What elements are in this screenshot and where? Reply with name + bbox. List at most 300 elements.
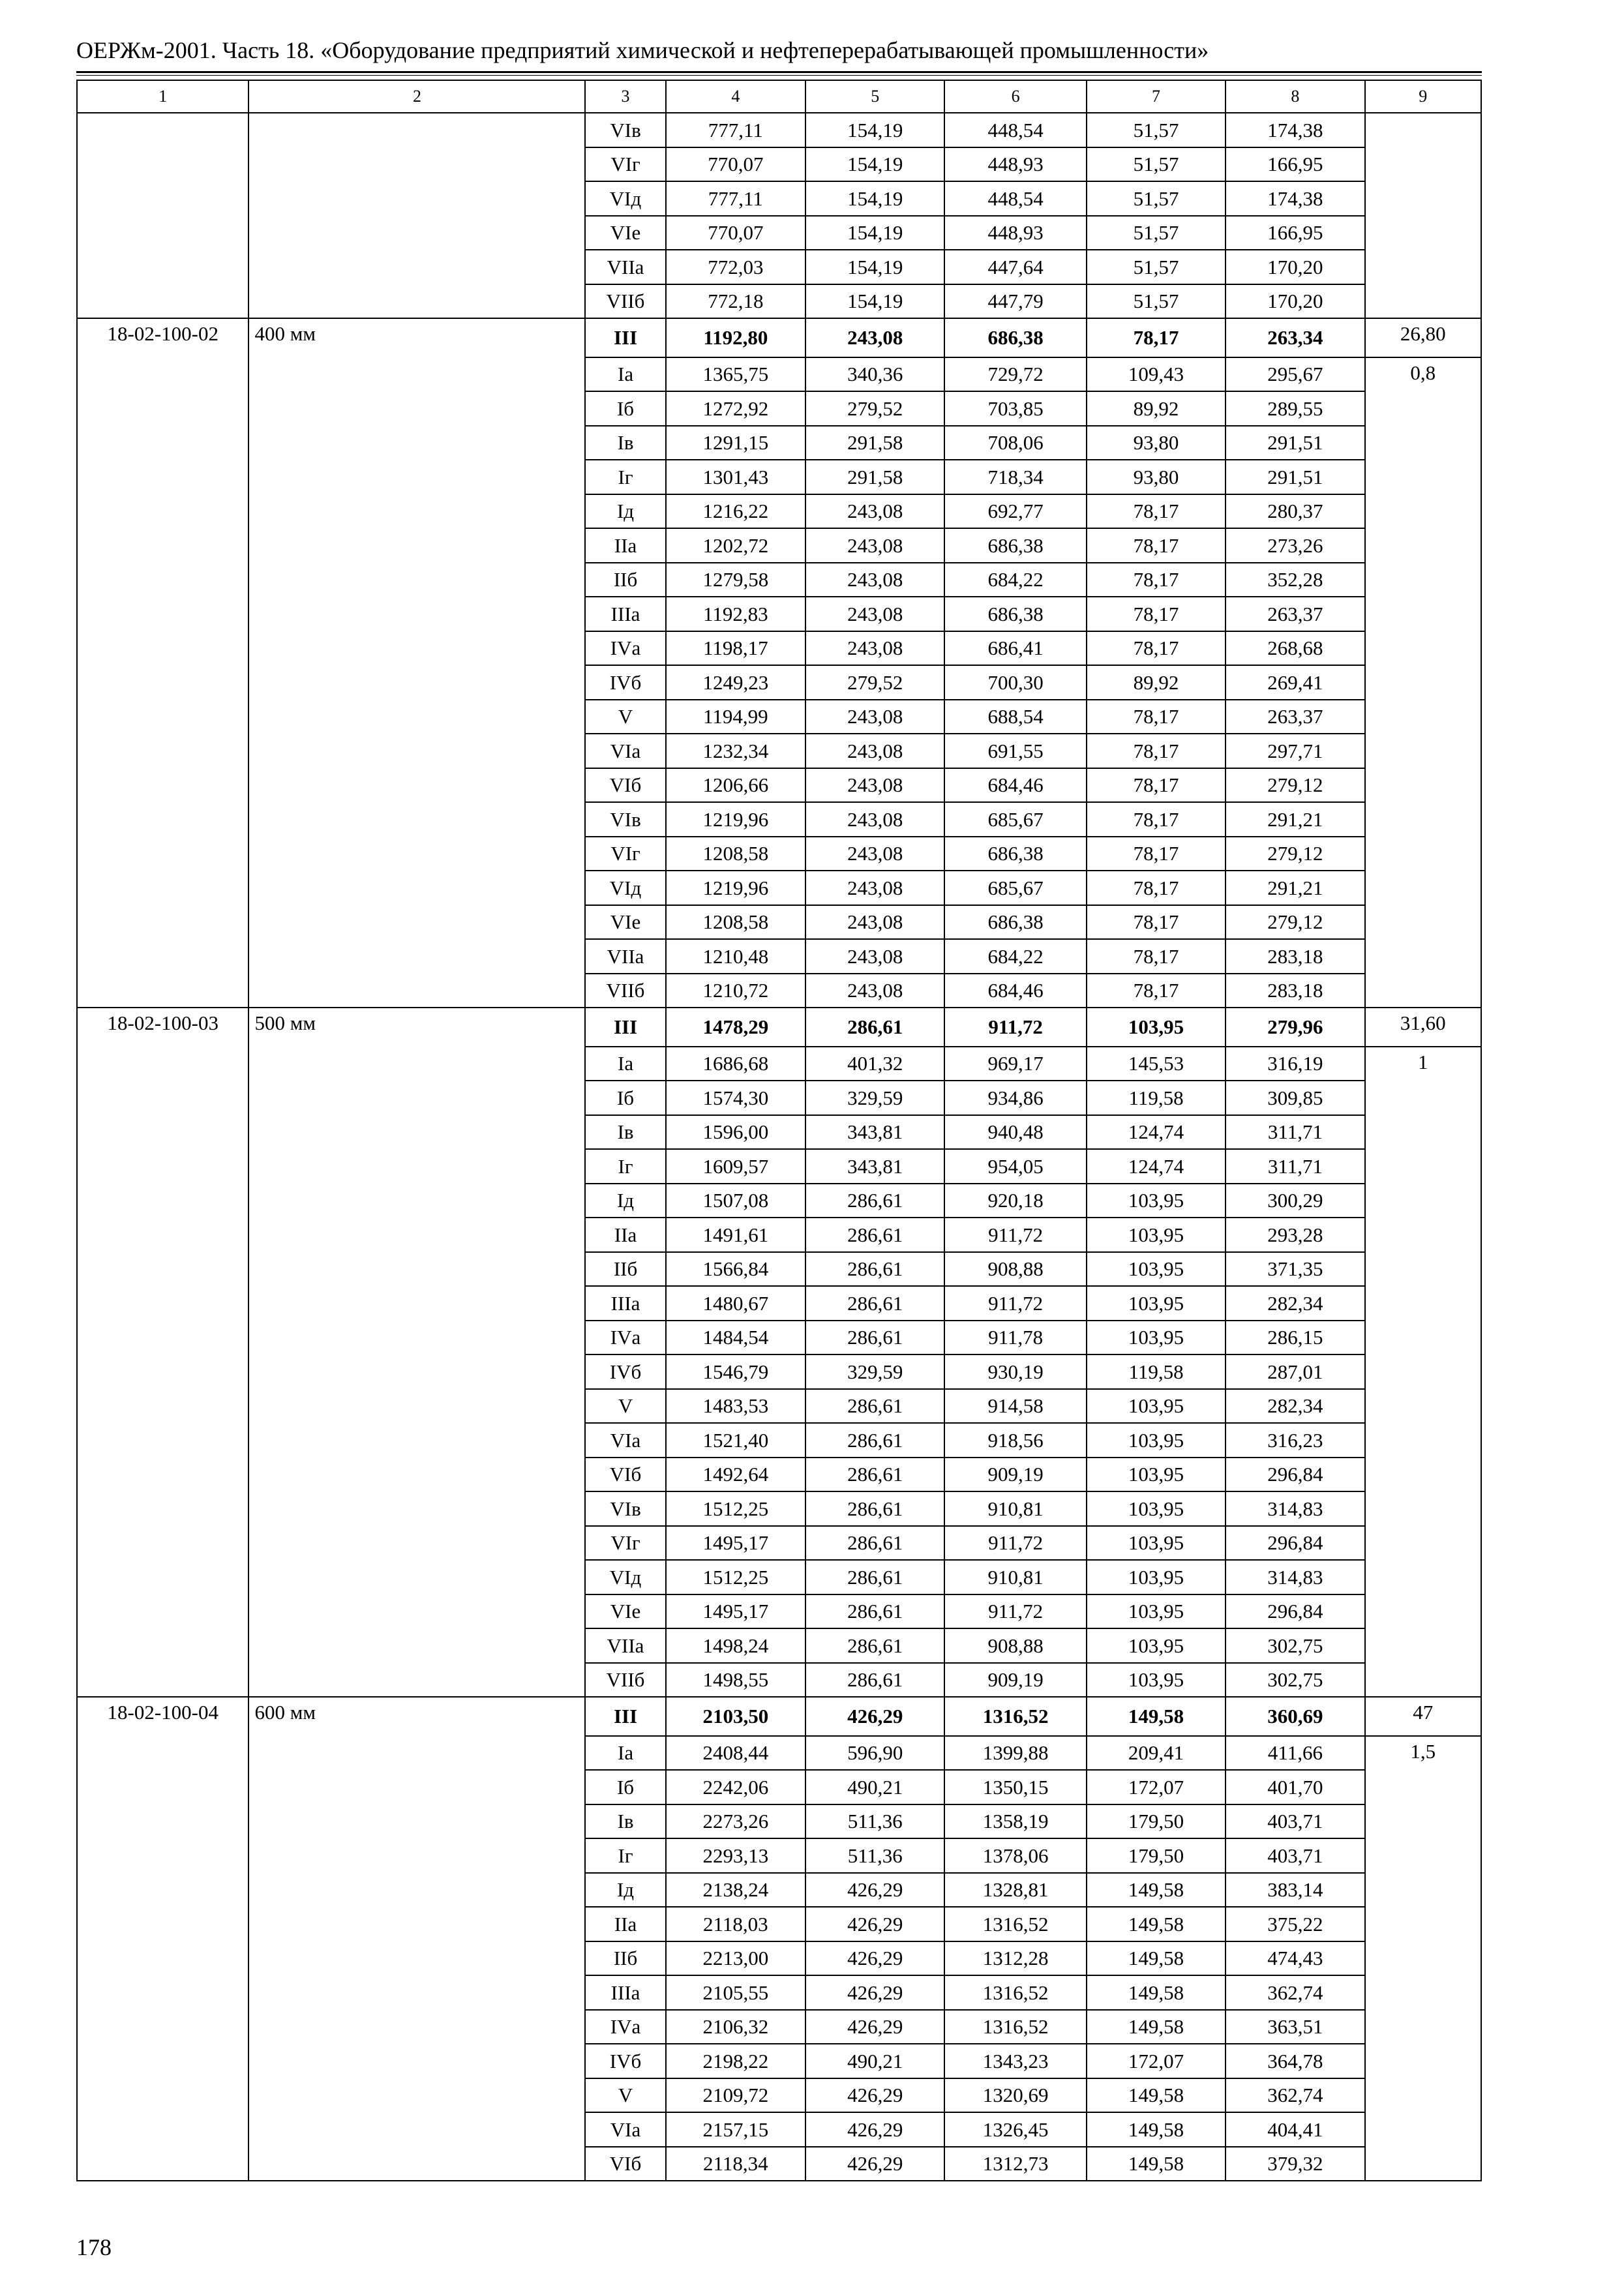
column-number: 7 xyxy=(1087,80,1226,113)
coefficient-index-cell: VIг xyxy=(585,837,665,871)
machine-cost-cell: 940,48 xyxy=(944,1115,1086,1150)
machine-cost-cell: 911,72 xyxy=(944,1008,1086,1047)
materials-cell: 291,21 xyxy=(1226,871,1364,905)
machine-cost-cell: 1326,45 xyxy=(944,2112,1086,2147)
wages-cell: 343,81 xyxy=(805,1115,944,1150)
total-cost-cell: 1546,79 xyxy=(666,1354,805,1389)
column-number: 4 xyxy=(666,80,805,113)
wages-cell: 286,61 xyxy=(805,1526,944,1561)
wages-cell: 243,08 xyxy=(805,939,944,974)
machine-cost-cell: 909,19 xyxy=(944,1458,1086,1492)
total-cost-cell: 1492,64 xyxy=(666,1458,805,1492)
coefficient-index-cell: IIб xyxy=(585,563,665,597)
materials-cell: 174,38 xyxy=(1226,181,1364,216)
wages-cell: 243,08 xyxy=(805,905,944,940)
coefficient-index-cell: V xyxy=(585,2078,665,2113)
wages-cell: 286,61 xyxy=(805,1286,944,1321)
machine-cost-cell: 448,54 xyxy=(944,181,1086,216)
materials-cell: 166,95 xyxy=(1226,147,1364,182)
total-cost-cell: 1483,53 xyxy=(666,1389,805,1424)
machine-cost-cell: 686,41 xyxy=(944,631,1086,666)
coefficient-index-cell: VIIб xyxy=(585,284,665,319)
materials-cell: 302,75 xyxy=(1226,1628,1364,1663)
total-cost-cell: 2293,13 xyxy=(666,1838,805,1873)
wages-cell: 154,19 xyxy=(805,113,944,147)
coefficient-index-cell: Iг xyxy=(585,1838,665,1873)
materials-cell: 316,19 xyxy=(1226,1047,1364,1081)
description-cell: 600 мм xyxy=(248,1697,585,2181)
wages-cell: 286,61 xyxy=(805,1321,944,1355)
column-number: 6 xyxy=(944,80,1086,113)
wages-cell: 243,08 xyxy=(805,768,944,803)
machine-cost-cell: 920,18 xyxy=(944,1184,1086,1218)
coefficient-index-cell: Iа xyxy=(585,357,665,392)
machine-cost-cell: 692,77 xyxy=(944,494,1086,529)
machine-cost-cell: 954,05 xyxy=(944,1149,1086,1184)
machine-cost-cell: 910,81 xyxy=(944,1560,1086,1594)
header-rule-thick xyxy=(76,71,1482,73)
coefficient-index-cell: IVа xyxy=(585,2010,665,2044)
total-cost-cell: 772,03 xyxy=(666,250,805,284)
total-cost-cell: 1512,25 xyxy=(666,1560,805,1594)
labour-cell: 1 xyxy=(1365,1047,1481,1698)
total-cost-cell: 1219,96 xyxy=(666,871,805,905)
wages-cell: 511,36 xyxy=(805,1838,944,1873)
machine-cost-cell: 447,79 xyxy=(944,284,1086,319)
machinist-wages-cell: 78,17 xyxy=(1087,734,1226,768)
machine-cost-cell: 909,19 xyxy=(944,1663,1086,1698)
materials-cell: 403,71 xyxy=(1226,1838,1364,1873)
machine-cost-cell: 911,78 xyxy=(944,1321,1086,1355)
wages-cell: 490,21 xyxy=(805,2044,944,2078)
wages-cell: 329,59 xyxy=(805,1081,944,1115)
description-cell: 500 мм xyxy=(248,1008,585,1697)
total-cost-cell: 1686,68 xyxy=(666,1047,805,1081)
wages-cell: 340,36 xyxy=(805,357,944,392)
machinist-wages-cell: 78,17 xyxy=(1087,700,1226,734)
code-cell: 18-02-100-02 xyxy=(77,318,248,1008)
machinist-wages-cell: 172,07 xyxy=(1087,1770,1226,1804)
description-cell: 400 мм xyxy=(248,318,585,1008)
coefficient-index-cell: III xyxy=(585,1008,665,1047)
materials-cell: 279,12 xyxy=(1226,837,1364,871)
machine-cost-cell: 685,67 xyxy=(944,802,1086,837)
machine-cost-cell: 686,38 xyxy=(944,318,1086,357)
rates-table-body xyxy=(77,113,1481,2181)
total-cost-cell: 1192,83 xyxy=(666,597,805,631)
page-header-title: ОЕРЖм-2001. Часть 18. «Оборудование предприятий химической и нефтеперерабатывающей промышленности» xyxy=(76,37,1209,63)
materials-cell: 296,84 xyxy=(1226,1458,1364,1492)
total-cost-cell: 1365,75 xyxy=(666,357,805,392)
wages-cell: 243,08 xyxy=(805,318,944,357)
column-number: 2 xyxy=(248,80,585,113)
machine-cost-cell: 1316,52 xyxy=(944,1907,1086,1941)
wages-cell: 426,29 xyxy=(805,1907,944,1941)
machinist-wages-cell: 103,95 xyxy=(1087,1663,1226,1698)
total-cost-cell: 2213,00 xyxy=(666,1941,805,1976)
coefficient-index-cell: VIд xyxy=(585,871,665,905)
total-cost-cell: 1272,92 xyxy=(666,391,805,426)
machine-cost-cell: 708,06 xyxy=(944,426,1086,460)
coefficient-index-cell: VIIа xyxy=(585,1628,665,1663)
machinist-wages-cell: 119,58 xyxy=(1087,1081,1226,1115)
materials-cell: 279,12 xyxy=(1226,905,1364,940)
total-cost-cell: 770,07 xyxy=(666,216,805,250)
wages-cell: 243,08 xyxy=(805,563,944,597)
machinist-wages-cell: 149,58 xyxy=(1087,2112,1226,2147)
wages-cell: 243,08 xyxy=(805,494,944,529)
coefficient-index-cell: VIд xyxy=(585,1560,665,1594)
materials-cell: 311,71 xyxy=(1226,1149,1364,1184)
wages-cell: 343,81 xyxy=(805,1149,944,1184)
machine-cost-cell: 911,72 xyxy=(944,1526,1086,1561)
wages-cell: 286,61 xyxy=(805,1389,944,1424)
machine-cost-cell: 448,93 xyxy=(944,216,1086,250)
coefficient-index-cell: V xyxy=(585,700,665,734)
materials-cell: 263,37 xyxy=(1226,597,1364,631)
materials-cell: 379,32 xyxy=(1226,2147,1364,2181)
total-cost-cell: 2118,03 xyxy=(666,1907,805,1941)
machine-cost-cell: 684,46 xyxy=(944,974,1086,1008)
machine-cost-cell: 718,34 xyxy=(944,460,1086,494)
coefficient-index-cell: VIд xyxy=(585,181,665,216)
materials-cell: 297,71 xyxy=(1226,734,1364,768)
total-cost-cell: 1198,17 xyxy=(666,631,805,666)
coefficient-index-cell: VIе xyxy=(585,1594,665,1629)
total-cost-cell: 777,11 xyxy=(666,113,805,147)
coefficient-index-cell: IIа xyxy=(585,528,665,563)
total-cost-cell: 777,11 xyxy=(666,181,805,216)
materials-cell: 279,12 xyxy=(1226,768,1364,803)
materials-cell: 404,41 xyxy=(1226,2112,1364,2147)
machine-cost-cell: 684,22 xyxy=(944,939,1086,974)
total-cost-cell: 1206,66 xyxy=(666,768,805,803)
materials-cell: 273,26 xyxy=(1226,528,1364,563)
materials-cell: 375,22 xyxy=(1226,1907,1364,1941)
materials-cell: 287,01 xyxy=(1226,1354,1364,1389)
total-cost-cell: 1249,23 xyxy=(666,665,805,700)
labour-cell: 47 xyxy=(1365,1697,1481,1736)
machinist-wages-cell: 51,57 xyxy=(1087,250,1226,284)
machinist-wages-cell: 78,17 xyxy=(1087,597,1226,631)
labour-cell: 31,60 xyxy=(1365,1008,1481,1047)
machine-cost-cell: 688,54 xyxy=(944,700,1086,734)
total-cost-cell: 1232,34 xyxy=(666,734,805,768)
total-cost-cell: 2106,32 xyxy=(666,2010,805,2044)
wages-cell: 401,32 xyxy=(805,1047,944,1081)
machinist-wages-cell: 78,17 xyxy=(1087,802,1226,837)
materials-cell: 300,29 xyxy=(1226,1184,1364,1218)
materials-cell: 474,43 xyxy=(1226,1941,1364,1976)
total-cost-cell: 1208,58 xyxy=(666,905,805,940)
total-cost-cell: 2157,15 xyxy=(666,2112,805,2147)
coefficient-index-cell: Iб xyxy=(585,1081,665,1115)
machine-cost-cell: 934,86 xyxy=(944,1081,1086,1115)
machinist-wages-cell: 149,58 xyxy=(1087,2147,1226,2181)
wages-cell: 490,21 xyxy=(805,1770,944,1804)
coefficient-index-cell: VIIа xyxy=(585,250,665,284)
column-number: 5 xyxy=(805,80,944,113)
wages-cell: 243,08 xyxy=(805,802,944,837)
machinist-wages-cell: 124,74 xyxy=(1087,1115,1226,1150)
coefficient-index-cell: VIе xyxy=(585,905,665,940)
machinist-wages-cell: 109,43 xyxy=(1087,357,1226,392)
wages-cell: 286,61 xyxy=(805,1560,944,1594)
machinist-wages-cell: 179,50 xyxy=(1087,1838,1226,1873)
machine-cost-cell: 684,22 xyxy=(944,563,1086,597)
coefficient-index-cell: Iа xyxy=(585,1047,665,1081)
machine-cost-cell: 729,72 xyxy=(944,357,1086,392)
machinist-wages-cell: 78,17 xyxy=(1087,494,1226,529)
total-cost-cell: 1219,96 xyxy=(666,802,805,837)
total-cost-cell: 1507,08 xyxy=(666,1184,805,1218)
total-cost-cell: 1210,48 xyxy=(666,939,805,974)
machinist-wages-cell: 89,92 xyxy=(1087,665,1226,700)
materials-cell: 360,69 xyxy=(1226,1697,1364,1736)
machinist-wages-cell: 124,74 xyxy=(1087,1149,1226,1184)
materials-cell: 314,83 xyxy=(1226,1560,1364,1594)
materials-cell: 291,51 xyxy=(1226,460,1364,494)
machinist-wages-cell: 103,95 xyxy=(1087,1560,1226,1594)
total-cost-cell: 770,07 xyxy=(666,147,805,182)
total-cost-cell: 2103,50 xyxy=(666,1697,805,1736)
machinist-wages-cell: 103,95 xyxy=(1087,1389,1226,1424)
materials-cell: 291,21 xyxy=(1226,802,1364,837)
wages-cell: 154,19 xyxy=(805,181,944,216)
column-number: 9 xyxy=(1365,80,1481,113)
materials-cell: 282,34 xyxy=(1226,1389,1364,1424)
machinist-wages-cell: 103,95 xyxy=(1087,1628,1226,1663)
materials-cell: 174,38 xyxy=(1226,113,1364,147)
materials-cell: 362,74 xyxy=(1226,1975,1364,2010)
machinist-wages-cell: 93,80 xyxy=(1087,426,1226,460)
machinist-wages-cell: 103,95 xyxy=(1087,1458,1226,1492)
wages-cell: 243,08 xyxy=(805,597,944,631)
wages-cell: 329,59 xyxy=(805,1354,944,1389)
wages-cell: 426,29 xyxy=(805,2078,944,2113)
machinist-wages-cell: 149,58 xyxy=(1087,2078,1226,2113)
labour-cell: 26,80 xyxy=(1365,318,1481,357)
machine-cost-cell: 685,67 xyxy=(944,871,1086,905)
wages-cell: 286,61 xyxy=(805,1491,944,1526)
total-cost-cell: 1484,54 xyxy=(666,1321,805,1355)
total-cost-cell: 1495,17 xyxy=(666,1594,805,1629)
machinist-wages-cell: 103,95 xyxy=(1087,1252,1226,1287)
machinist-wages-cell: 145,53 xyxy=(1087,1047,1226,1081)
machine-cost-cell: 1343,23 xyxy=(944,2044,1086,2078)
machine-cost-cell: 447,64 xyxy=(944,250,1086,284)
coefficient-index-cell: Iг xyxy=(585,460,665,494)
wages-cell: 286,61 xyxy=(805,1184,944,1218)
total-cost-cell: 2138,24 xyxy=(666,1873,805,1908)
machine-cost-cell: 700,30 xyxy=(944,665,1086,700)
wages-cell: 286,61 xyxy=(805,1218,944,1252)
coefficient-index-cell: IIIа xyxy=(585,597,665,631)
wages-cell: 291,58 xyxy=(805,426,944,460)
machinist-wages-cell: 78,17 xyxy=(1087,837,1226,871)
total-cost-cell: 1574,30 xyxy=(666,1081,805,1115)
materials-cell: 363,51 xyxy=(1226,2010,1364,2044)
rates-table xyxy=(76,80,1482,2181)
coefficient-index-cell: IIб xyxy=(585,1941,665,1976)
total-cost-cell: 2105,55 xyxy=(666,1975,805,2010)
machinist-wages-cell: 103,95 xyxy=(1087,1008,1226,1047)
coefficient-index-cell: Iа xyxy=(585,1736,665,1771)
coefficient-index-cell: VIг xyxy=(585,147,665,182)
coefficient-index-cell: III xyxy=(585,1697,665,1736)
machinist-wages-cell: 103,95 xyxy=(1087,1491,1226,1526)
materials-cell: 401,70 xyxy=(1226,1770,1364,1804)
machine-cost-cell: 911,72 xyxy=(944,1218,1086,1252)
description-cell xyxy=(248,113,585,318)
machinist-wages-cell: 89,92 xyxy=(1087,391,1226,426)
wages-cell: 154,19 xyxy=(805,284,944,319)
materials-cell: 371,35 xyxy=(1226,1252,1364,1287)
machinist-wages-cell: 51,57 xyxy=(1087,147,1226,182)
machine-cost-cell: 1320,69 xyxy=(944,2078,1086,2113)
wages-cell: 286,61 xyxy=(805,1423,944,1458)
coefficient-index-cell: VIб xyxy=(585,1458,665,1492)
coefficient-index-cell: VIа xyxy=(585,2112,665,2147)
coefficient-index-cell: IVа xyxy=(585,1321,665,1355)
coefficient-index-cell: VIг xyxy=(585,1526,665,1561)
total-cost-cell: 1279,58 xyxy=(666,563,805,597)
total-cost-cell: 1192,80 xyxy=(666,318,805,357)
machinist-wages-cell: 209,41 xyxy=(1087,1736,1226,1771)
materials-cell: 383,14 xyxy=(1226,1873,1364,1908)
materials-cell: 362,74 xyxy=(1226,2078,1364,2113)
machinist-wages-cell: 93,80 xyxy=(1087,460,1226,494)
wages-cell: 426,29 xyxy=(805,1975,944,2010)
machine-cost-cell: 1312,73 xyxy=(944,2147,1086,2181)
materials-cell: 316,23 xyxy=(1226,1423,1364,1458)
wages-cell: 426,29 xyxy=(805,1697,944,1736)
materials-cell: 309,85 xyxy=(1226,1081,1364,1115)
machine-cost-cell: 1312,28 xyxy=(944,1941,1086,1976)
total-cost-cell: 1478,29 xyxy=(666,1008,805,1047)
coefficient-index-cell: VIв xyxy=(585,113,665,147)
column-number: 1 xyxy=(77,80,248,113)
machinist-wages-cell: 51,57 xyxy=(1087,284,1226,319)
wages-cell: 243,08 xyxy=(805,837,944,871)
materials-cell: 170,20 xyxy=(1226,284,1364,319)
total-cost-cell: 2118,34 xyxy=(666,2147,805,2181)
machine-cost-cell: 1328,81 xyxy=(944,1873,1086,1908)
machinist-wages-cell: 78,17 xyxy=(1087,905,1226,940)
wages-cell: 596,90 xyxy=(805,1736,944,1771)
machine-cost-cell: 911,72 xyxy=(944,1286,1086,1321)
machinist-wages-cell: 51,57 xyxy=(1087,113,1226,147)
coefficient-index-cell: IIб xyxy=(585,1252,665,1287)
coefficient-index-cell: VIIа xyxy=(585,939,665,974)
materials-cell: 286,15 xyxy=(1226,1321,1364,1355)
table-row xyxy=(77,1008,1481,1047)
materials-cell: 403,71 xyxy=(1226,1804,1364,1839)
materials-cell: 295,67 xyxy=(1226,357,1364,392)
total-cost-cell: 1301,43 xyxy=(666,460,805,494)
machine-cost-cell: 914,58 xyxy=(944,1389,1086,1424)
machinist-wages-cell: 51,57 xyxy=(1087,216,1226,250)
machinist-wages-cell: 78,17 xyxy=(1087,939,1226,974)
machine-cost-cell: 1350,15 xyxy=(944,1770,1086,1804)
coefficient-index-cell: IIIа xyxy=(585,1975,665,2010)
materials-cell: 280,37 xyxy=(1226,494,1364,529)
total-cost-cell: 2242,06 xyxy=(666,1770,805,1804)
total-cost-cell: 1498,55 xyxy=(666,1663,805,1698)
total-cost-cell: 1566,84 xyxy=(666,1252,805,1287)
coefficient-index-cell: IIа xyxy=(585,1907,665,1941)
machine-cost-cell: 1358,19 xyxy=(944,1804,1086,1839)
wages-cell: 279,52 xyxy=(805,391,944,426)
code-cell: 18-02-100-03 xyxy=(77,1008,248,1697)
machinist-wages-cell: 78,17 xyxy=(1087,974,1226,1008)
machine-cost-cell: 1316,52 xyxy=(944,2010,1086,2044)
materials-cell: 314,83 xyxy=(1226,1491,1364,1526)
total-cost-cell: 1194,99 xyxy=(666,700,805,734)
materials-cell: 296,84 xyxy=(1226,1594,1364,1629)
materials-cell: 283,18 xyxy=(1226,974,1364,1008)
machinist-wages-cell: 78,17 xyxy=(1087,768,1226,803)
wages-cell: 286,61 xyxy=(805,1663,944,1698)
wages-cell: 511,36 xyxy=(805,1804,944,1839)
coefficient-index-cell: VIв xyxy=(585,1491,665,1526)
machine-cost-cell: 691,55 xyxy=(944,734,1086,768)
total-cost-cell: 2273,26 xyxy=(666,1804,805,1839)
materials-cell: 263,34 xyxy=(1226,318,1364,357)
coefficient-index-cell: VIб xyxy=(585,768,665,803)
machine-cost-cell: 448,93 xyxy=(944,147,1086,182)
wages-cell: 243,08 xyxy=(805,528,944,563)
materials-cell: 279,96 xyxy=(1226,1008,1364,1047)
machinist-wages-cell: 78,17 xyxy=(1087,631,1226,666)
materials-cell: 293,28 xyxy=(1226,1218,1364,1252)
total-cost-cell: 2198,22 xyxy=(666,2044,805,2078)
materials-cell: 302,75 xyxy=(1226,1663,1364,1698)
total-cost-cell: 1480,67 xyxy=(666,1286,805,1321)
header-rule-thin xyxy=(76,75,1482,76)
coefficient-index-cell: III xyxy=(585,318,665,357)
materials-cell: 291,51 xyxy=(1226,426,1364,460)
table-row xyxy=(77,1697,1481,1736)
coefficient-index-cell: VIе xyxy=(585,216,665,250)
machine-cost-cell: 930,19 xyxy=(944,1354,1086,1389)
machinist-wages-cell: 149,58 xyxy=(1087,1975,1226,2010)
materials-cell: 268,68 xyxy=(1226,631,1364,666)
wages-cell: 154,19 xyxy=(805,147,944,182)
total-cost-cell: 1609,57 xyxy=(666,1149,805,1184)
labour-cell: 1,5 xyxy=(1365,1736,1481,2181)
machinist-wages-cell: 119,58 xyxy=(1087,1354,1226,1389)
machine-cost-cell: 703,85 xyxy=(944,391,1086,426)
coefficient-index-cell: IVб xyxy=(585,665,665,700)
machine-cost-cell: 908,88 xyxy=(944,1252,1086,1287)
total-cost-cell: 1210,72 xyxy=(666,974,805,1008)
machine-cost-cell: 1316,52 xyxy=(944,1975,1086,2010)
total-cost-cell: 772,18 xyxy=(666,284,805,319)
wages-cell: 426,29 xyxy=(805,1941,944,1976)
coefficient-index-cell: Iд xyxy=(585,1873,665,1908)
machinist-wages-cell: 103,95 xyxy=(1087,1321,1226,1355)
coefficient-index-cell: VIб xyxy=(585,2147,665,2181)
machinist-wages-cell: 51,57 xyxy=(1087,181,1226,216)
machine-cost-cell: 448,54 xyxy=(944,113,1086,147)
labour-cell: 0,8 xyxy=(1365,357,1481,1008)
coefficient-index-cell: Iд xyxy=(585,494,665,529)
machinist-wages-cell: 103,95 xyxy=(1087,1423,1226,1458)
machinist-wages-cell: 179,50 xyxy=(1087,1804,1226,1839)
page-number: 178 xyxy=(76,2234,112,2260)
machine-cost-cell: 686,38 xyxy=(944,905,1086,940)
